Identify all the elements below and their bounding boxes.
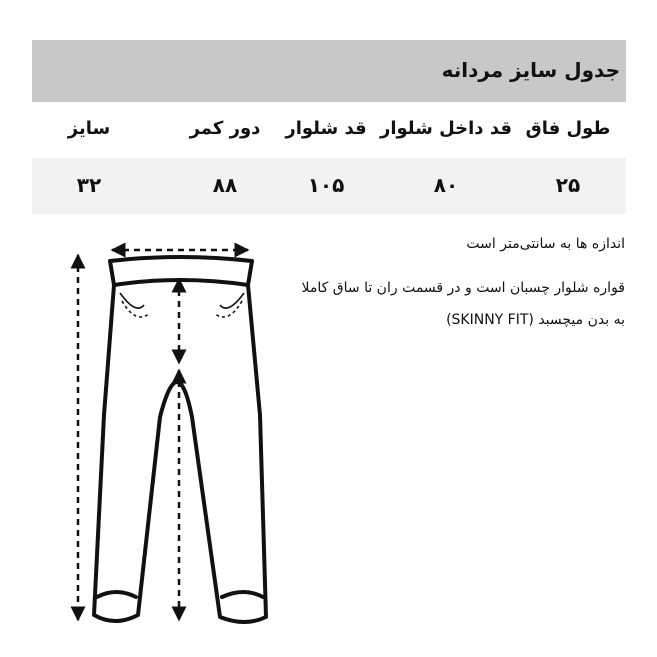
header-waist: دور کمر: [189, 118, 261, 139]
pants-pockets: [120, 293, 244, 317]
value-size: ۳۲: [76, 173, 102, 197]
fit-note-line-2: به بدن میچسبد (SKINNY FIT): [446, 312, 625, 328]
fit-note-line-1: قواره شلوار چسبان است و در قسمت ران تا ساق کاملا: [301, 280, 625, 296]
size-chart-title-bar: [32, 40, 626, 102]
table-row: [32, 158, 626, 214]
page-title: جدول سایز مردانه: [441, 58, 620, 82]
value-length: ۱۰۵: [307, 173, 345, 197]
units-note: اندازه ها به سانتی‌متر است: [466, 236, 625, 252]
header-size: سایز: [67, 118, 111, 139]
header-length: قد شلوار: [285, 118, 367, 139]
header-rise: طول فاق: [525, 118, 611, 139]
table-header-row: [32, 102, 626, 158]
value-waist: ۸۸: [212, 173, 238, 197]
pants-measurement-icon: [60, 235, 290, 640]
header-inseam: قد داخل شلوار: [379, 118, 512, 139]
value-inseam: ۸۰: [433, 173, 459, 197]
value-rise: ۲۵: [555, 173, 581, 197]
